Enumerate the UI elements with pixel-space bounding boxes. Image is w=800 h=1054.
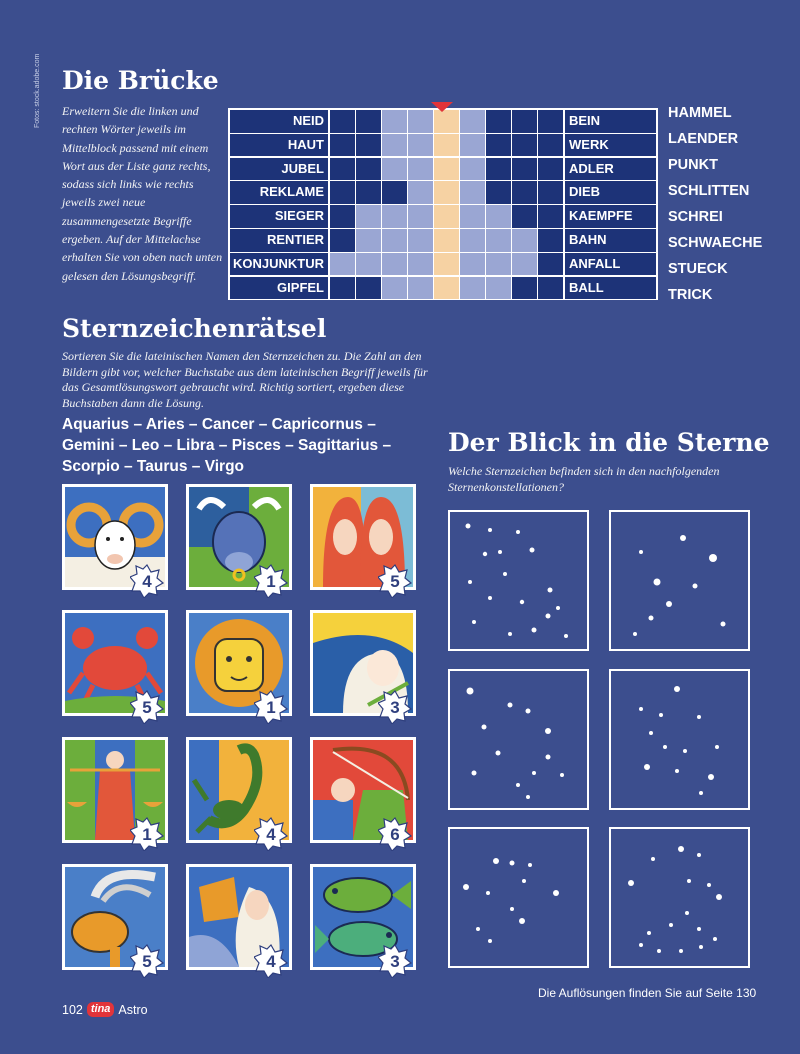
letter-cell[interactable] — [512, 229, 537, 252]
bruecke-row — [230, 110, 656, 133]
right-word: BALL — [565, 277, 656, 300]
constellation-box — [609, 669, 750, 810]
right-word: KAEMPFE — [565, 205, 656, 228]
letter-cell[interactable] — [460, 134, 485, 157]
letter-number-badge — [378, 690, 412, 724]
brand-logo: tina — [87, 1002, 115, 1017]
letter-cell[interactable] — [382, 181, 407, 204]
letter-number-badge — [130, 944, 164, 978]
letter-number-badge — [254, 944, 288, 978]
letter-cell[interactable] — [460, 205, 485, 228]
bruecke-row — [230, 134, 656, 157]
latin-names-line: Scorpio – Taurus – Virgo — [62, 458, 245, 475]
letter-number-badge — [130, 690, 164, 724]
left-word: HAUT — [230, 134, 328, 157]
letter-cell[interactable] — [382, 205, 407, 228]
letter-cell[interactable] — [408, 205, 433, 228]
letter-cell[interactable] — [538, 158, 563, 181]
left-word: RENTIER — [230, 229, 328, 252]
constellation-box — [609, 510, 750, 651]
constellation-stars-icon — [611, 671, 748, 808]
letter-number-badge — [378, 817, 412, 851]
bruecke-row — [230, 205, 656, 228]
letter-cell[interactable] — [460, 181, 485, 204]
blick-title: Der Blick in die Sterne — [448, 428, 770, 457]
letter-cell[interactable] — [382, 229, 407, 252]
word-list-item: TRICK — [668, 287, 713, 303]
letter-cell[interactable] — [356, 253, 381, 276]
bruecke-row — [230, 158, 656, 181]
letter-cell[interactable] — [538, 205, 563, 228]
letter-cell[interactable] — [486, 253, 511, 276]
left-word: SIEGER — [230, 205, 328, 228]
letter-cell[interactable] — [330, 110, 355, 133]
letter-cell[interactable] — [512, 110, 537, 133]
letter-cell[interactable] — [356, 158, 381, 181]
letter-cell[interactable] — [460, 158, 485, 181]
word-list-item: SCHLITTEN — [668, 183, 750, 199]
letter-cell[interactable] — [382, 158, 407, 181]
letter-cell[interactable] — [538, 253, 563, 276]
photo-credit: Fotos: stock.adobe.com — [34, 53, 41, 128]
right-word: WERK — [565, 134, 656, 157]
letter-cell[interactable] — [486, 134, 511, 157]
bruecke-title: Die Brücke — [62, 66, 219, 95]
right-word: ANFALL — [565, 253, 656, 276]
bruecke-intro: Erweitern Sie die linken und rechten Wörter jeweils im Mittelblock passend mit einem Wort aus der Liste ganz rechts, sodass sich links wie rechts jeweils zwei neue zusammengesetzte Begriffe ergeben. Auf der Mittelachse erhalten Sie von oben nach unten gelesen den Lösungsbegriff. — [62, 104, 223, 283]
sternzeichen-intro: Sortieren Sie die lateinischen Namen den Sternzeichen zu. Die Zahl an den Bildern gibt vor, welcher Buchstabe aus dem lateinischen Begriff jeweils für das Gesamtlösungswort gebraucht wird. Richtig sortiert, ergeben diese Buchstaben dann die Lösung. — [62, 349, 428, 410]
latin-names-list — [62, 414, 427, 477]
constellation-box — [609, 827, 750, 968]
solution-cell[interactable] — [434, 110, 459, 133]
letter-cell[interactable] — [486, 229, 511, 252]
bruecke-row — [230, 277, 656, 300]
letter-cell[interactable] — [512, 134, 537, 157]
word-list-item: LAENDER — [668, 131, 739, 147]
constellation-box — [448, 510, 589, 651]
word-list-item: HAMMEL — [668, 105, 732, 121]
bruecke-row — [230, 229, 656, 252]
constellation-stars-icon — [450, 671, 587, 808]
letter-cell[interactable] — [512, 205, 537, 228]
letter-number-badge — [378, 944, 412, 978]
letter-cell[interactable] — [330, 158, 355, 181]
right-word: BEIN — [565, 110, 656, 133]
letter-number: 1 — [266, 572, 276, 591]
letter-cell[interactable] — [330, 205, 355, 228]
letter-cell[interactable] — [382, 277, 407, 300]
letter-cell[interactable] — [356, 229, 381, 252]
letter-cell[interactable] — [538, 181, 563, 204]
letter-cell[interactable] — [460, 229, 485, 252]
letter-cell[interactable] — [512, 181, 537, 204]
bruecke-row — [230, 181, 656, 204]
letter-number: 4 — [266, 825, 276, 844]
word-list-item: SCHWAECHE — [668, 235, 763, 251]
bruecke-word-list — [668, 100, 788, 308]
letter-number-badge — [254, 690, 288, 724]
solution-cell[interactable] — [434, 158, 459, 181]
letter-cell[interactable] — [356, 110, 381, 133]
word-list-item: STUECK — [668, 261, 728, 277]
letter-cell[interactable] — [330, 277, 355, 300]
solution-cell[interactable] — [434, 277, 459, 300]
letter-cell[interactable] — [408, 277, 433, 300]
solution-cell[interactable] — [434, 134, 459, 157]
left-word: GIPFEL — [230, 277, 328, 300]
letter-number: 5 — [142, 952, 152, 971]
letter-cell[interactable] — [512, 277, 537, 300]
letter-cell[interactable] — [408, 181, 433, 204]
letter-number: 1 — [266, 698, 276, 717]
letter-cell[interactable] — [512, 253, 537, 276]
letter-cell[interactable] — [330, 134, 355, 157]
letter-number-badge — [378, 564, 412, 598]
letter-cell[interactable] — [408, 110, 433, 133]
word-list-item: SCHREI — [668, 209, 723, 225]
letter-cell[interactable] — [408, 158, 433, 181]
solutions-note: Die Auflösungen finden Sie auf Seite 130 — [538, 986, 757, 1000]
letter-cell[interactable] — [460, 110, 485, 133]
blick-intro: Welche Sternzeichen befinden sich in den nachfolgenden Sternenkonstellationen? — [448, 464, 720, 494]
right-word: BAHN — [565, 229, 656, 252]
word-list-item: PUNKT — [668, 157, 718, 173]
letter-cell[interactable] — [460, 253, 485, 276]
letter-number: 4 — [142, 572, 152, 591]
right-word: DIEB — [565, 181, 656, 204]
letter-number: 1 — [142, 825, 152, 844]
page-footer — [62, 1002, 148, 1017]
letter-cell[interactable] — [538, 110, 563, 133]
constellation-stars-icon — [450, 829, 587, 966]
page-number: 102 — [62, 1002, 83, 1017]
letter-number: 3 — [390, 698, 400, 717]
left-word: REKLAME — [230, 181, 328, 204]
letter-cell[interactable] — [538, 277, 563, 300]
left-word: KONJUNKTUR — [230, 253, 328, 276]
letter-cell[interactable] — [382, 110, 407, 133]
letter-cell[interactable] — [356, 277, 381, 300]
constellation-stars-icon — [611, 512, 748, 649]
letter-cell[interactable] — [356, 181, 381, 204]
letter-number: 6 — [390, 825, 400, 844]
letter-cell[interactable] — [356, 134, 381, 157]
letter-number-badge — [254, 817, 288, 851]
letter-cell[interactable] — [486, 277, 511, 300]
constellation-stars-icon — [611, 829, 748, 966]
letter-number: 5 — [142, 698, 152, 717]
letter-cell[interactable] — [486, 110, 511, 133]
sternzeichen-title: Sternzeichenrätsel — [62, 314, 327, 343]
solution-cell[interactable] — [434, 205, 459, 228]
letter-cell[interactable] — [486, 205, 511, 228]
section-name: Astro — [118, 1002, 148, 1017]
right-word: ADLER — [565, 158, 656, 181]
solution-cell[interactable] — [434, 181, 459, 204]
solution-cell[interactable] — [434, 229, 459, 252]
bruecke-row — [230, 253, 656, 276]
letter-cell[interactable] — [486, 181, 511, 204]
letter-cell[interactable] — [408, 134, 433, 157]
letter-number: 5 — [390, 572, 400, 591]
letter-cell[interactable] — [408, 253, 433, 276]
letter-cell[interactable] — [330, 229, 355, 252]
letter-cell[interactable] — [330, 253, 355, 276]
letter-cell[interactable] — [356, 205, 381, 228]
letter-cell[interactable] — [382, 134, 407, 157]
letter-number-badge — [254, 564, 288, 598]
letter-cell[interactable] — [408, 229, 433, 252]
letter-cell[interactable] — [486, 158, 511, 181]
letter-cell[interactable] — [382, 253, 407, 276]
letter-number: 4 — [266, 952, 276, 971]
left-word: JUBEL — [230, 158, 328, 181]
axis-marker-icon — [431, 102, 453, 112]
letter-number-badge — [130, 564, 164, 598]
letter-cell[interactable] — [330, 181, 355, 204]
left-word: NEID — [230, 110, 328, 133]
constellation-box — [448, 827, 589, 968]
solution-cell[interactable] — [434, 253, 459, 276]
letter-cell[interactable] — [538, 229, 563, 252]
constellation-box — [448, 669, 589, 810]
letter-cell[interactable] — [460, 277, 485, 300]
latin-names-line: Gemini – Leo – Libra – Pisces – Sagittarius – — [62, 437, 392, 454]
letter-number-badge — [130, 817, 164, 851]
letter-number: 3 — [390, 952, 400, 971]
constellation-stars-icon — [450, 512, 587, 649]
latin-names-line: Aquarius – Aries – Cancer – Capricornus – — [62, 416, 376, 433]
bruecke-grid — [228, 108, 658, 300]
letter-cell[interactable] — [538, 134, 563, 157]
letter-cell[interactable] — [512, 158, 537, 181]
